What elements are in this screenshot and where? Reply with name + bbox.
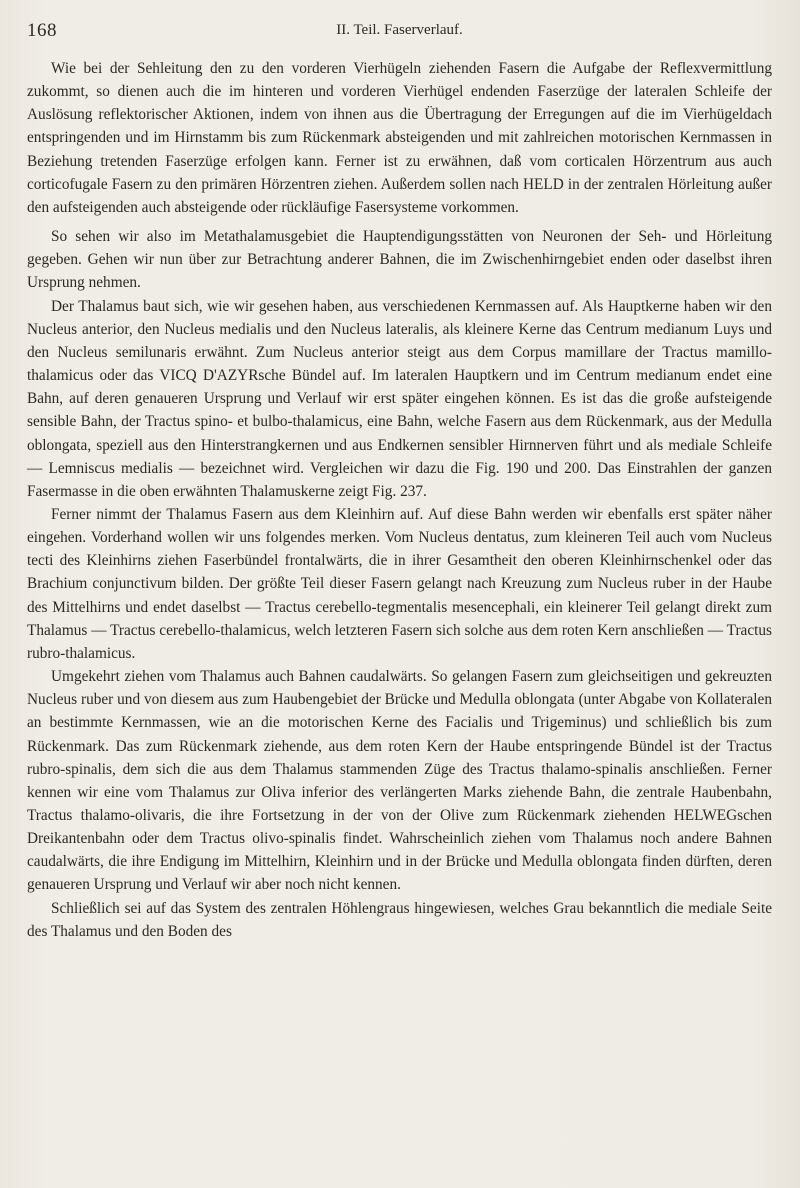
paragraph-cerebellar-fibers: Ferner nimmt der Thalamus Fasern aus dem Kleinhirn auf. Auf diese Bahn werden wir ebenfalls erst später näher eingehen. Vorderhand wollen wir uns folgendes merken. Vom Nucleus dentatus, zum kleineren Teil auch vom Nucleus tecti des Kleinhirns ziehen Faserbündel frontalwärts, die in ihrer Gesamtheit den oberen Kleinhirnschenkel oder das Brachium conjunctivum bilden. Der größte Teil dieser Fasern gelangt nach Kreuzung zum Nucleus ruber in der Haube des Mittelhirns und endet daselbst — Tractus cerebello-tegmentalis mesencephali, ein kleinerer Teil gelangt direkt zum Thalamus — Tractus cerebello-thalamicus, welch letzteren Fasern sich solche aus dem roten Kern anschließen — Tractus rubro-thalamicus. (27, 505, 772, 662)
paragraph-reflex-pathways: Wie bei der Sehleitung den zu den vorderen Vierhügeln ziehenden Fasern die Aufgabe der Reflexvermittlung zukommt, so dienen auch die im hinteren und vorderen Vierhügel endenden Faserzüge der lateralen Schleife der Auslösung reflektorischer Aktionen, indem von ihnen aus die Übertragung der Erregungen auf die im Vierhügeldach entspringenden und im Hirnstamm bis zum Rückenmark absteigenden und mit zahlreichen motorischen Kernmassen in Beziehung tretenden Faserzüge erfolgen kann. Ferner ist zu erwähnen, daß vom corticalen Hörzentrum aus auch corticofugale Fasern zu den primären Hörzentren ziehen. Außerdem sollen nach HELD in der zentralen Hörleitung außer den aufsteigenden auch absteigende oder rückläufige Fasersysteme vorkommen. (27, 60, 772, 216)
running-head: II. Teil. Faserverlauf. (336, 22, 463, 38)
paragraph-metathalamus: So sehen wir also im Metathalamusgebiet die Hauptendigungsstätten von Neuronen der Seh- und Hörleitung gegeben. Gehen wir nun über zur Betrachtung anderer Bahnen, die im Zwischenhirngebiet enden oder daselbst ihren Ursprung nehmen. (27, 228, 772, 292)
paragraph-thalamus-nuclei: Der Thalamus baut sich, wie wir gesehen haben, aus verschiedenen Kernmassen auf. Als Hauptkerne haben wir den Nucleus anterior, den Nucleus medialis und den Nucleus lateralis, als kleinere Kerne das Centrum medianum Luys und den Nucleus semilunaris erwähnt. Zum Nucleus anterior steigt aus dem Corpus mamillare der Tractus mamillo-thalamicus oder das VICQ D'AZYRsche Bündel auf. Im lateralen Hauptkern und im Centrum medianum endet eine Bahn, auf deren genaueren Ursprung und Verlauf wir erst später eingehen können. Es ist das die große aufsteigende sensible Bahn, der Tractus spino- et bulbo-thalamicus, eine Bahn, welche Fasern aus dem Rückenmark, aus der Medulla oblongata, speziell aus den Hinterstrangkernen und aus Endkernen sensibler Hirnnerven führt und als mediale Schleife — Lemniscus medialis — bezeichnet wird. Vergleichen wir dazu die Fig. 190 und 200. Das Einstrahlen der ganzen Fasermasse in die oben erwähnten Thalamuskerne zeigt Fig. 237. (27, 297, 772, 500)
page-number: 168 (27, 20, 57, 41)
page-header (27, 20, 772, 44)
paragraph-central-gray: Schließlich sei auf das System des zentralen Höhlengraus hingewiesen, welches Grau bekanntlich die mediale Seite des Thalamus und den Boden des (27, 899, 772, 940)
body-text (27, 57, 772, 943)
paragraph-caudal-pathways: Umgekehrt ziehen vom Thalamus auch Bahnen caudalwärts. So gelangen Fasern zum gleichseitigen und gekreuzten Nucleus ruber und von diesem aus zum Haubengebiet der Brücke und Medulla oblongata (unter Abgabe von Kollateralen an bestimmte Kernmassen, wie an die motorischen Kerne des Facialis und Trigeminus) und schließlich bis zum Rückenmark. Das zum Rückenmark ziehende, aus dem roten Kern der Haube entspringende Bündel ist der Tractus rubro-spinalis, dem sich die aus dem Thalamus stammenden Züge des Tractus thalamo-spinalis anschließen. Ferner kennen wir eine vom Thalamus zur Oliva inferior des verlängerten Marks ziehende Bahn, die zentrale Haubenbahn, Tractus thalamo-olivaris, die ihre Fortsetzung in der von der Olive zum Rückenmark ziehenden HELWEGschen Dreikantenbahn oder dem Tractus olivo-spinalis findet. Wahrscheinlich ziehen vom Thalamus noch andere Bahnen caudalwärts, die ihre Endigung im Mittelhirn, Kleinhirn und in der Brücke und Medulla oblongata finden dürften, deren genaueren Ursprung und Verlauf wir aber noch nicht kennen. (27, 668, 772, 894)
